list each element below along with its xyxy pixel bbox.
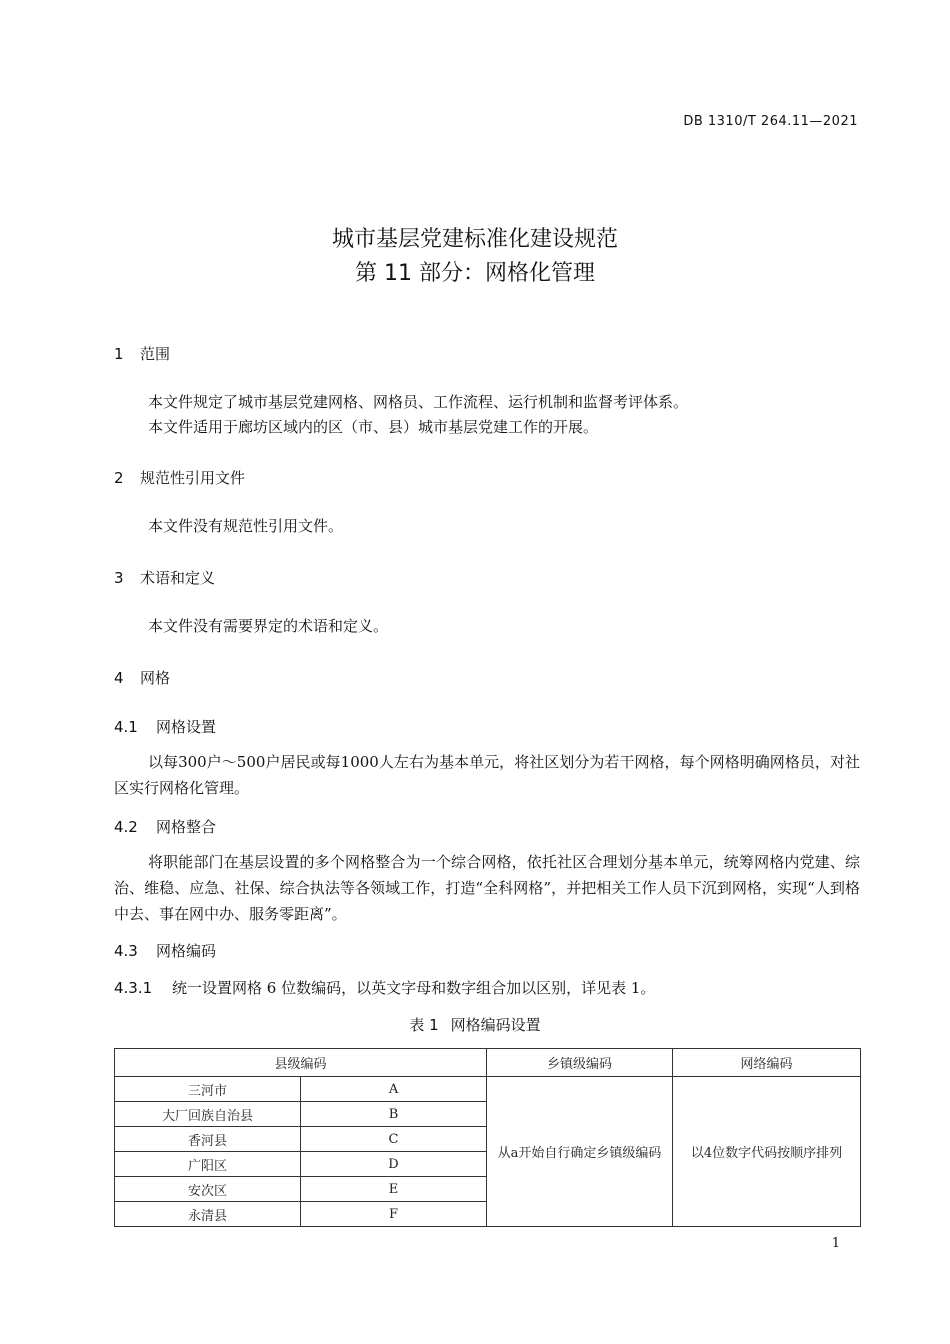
header-county-code: 县级编码	[115, 1049, 487, 1077]
section-3-heading	[114, 567, 215, 588]
section-title: 术语和定义	[140, 569, 216, 587]
section-number: 4.2	[114, 818, 138, 836]
section-title: 网格编码	[156, 942, 217, 960]
grid-code-table	[114, 1048, 861, 1227]
section-title: 网格整合	[156, 818, 217, 836]
section-4-heading	[114, 667, 170, 688]
table-caption-title: 网格编码设置	[450, 1016, 541, 1034]
clause-number: 4.3.1	[114, 979, 153, 997]
section-title: 网格	[140, 669, 171, 687]
document-subtitle: 第 11 部分：网格化管理	[355, 261, 595, 286]
county-name-cell: 广阳区	[115, 1152, 301, 1177]
header-town-code: 乡镇级编码	[487, 1049, 673, 1077]
header-grid-code: 网络编码	[673, 1049, 861, 1077]
county-name-cell: 大厂回族自治县	[115, 1102, 301, 1127]
section-title: 范围	[140, 345, 171, 363]
section-2-paragraph-1: 本文件没有规范性引用文件。	[148, 517, 344, 535]
county-code-cell: D	[301, 1152, 487, 1177]
county-code-cell: F	[301, 1202, 487, 1227]
section-number: 3	[114, 569, 124, 587]
section-4-2-heading	[114, 816, 216, 837]
county-code-cell: A	[301, 1077, 487, 1102]
section-4-3-1-clause	[114, 976, 655, 1001]
section-number: 2	[114, 469, 124, 487]
county-code-cell: C	[301, 1127, 487, 1152]
section-3-paragraph-1: 本文件没有需要界定的术语和定义。	[148, 617, 389, 635]
section-number: 4	[114, 669, 124, 687]
section-1-paragraph-1: 本文件规定了城市基层党建网格、网格员、工作流程、运行机制和监督考评体系。	[148, 393, 689, 411]
county-name-cell: 永清县	[115, 1202, 301, 1227]
town-rule-cell: 从a开始自行确定乡镇级编码	[487, 1077, 673, 1227]
table-caption-label: 表 1	[409, 1016, 439, 1034]
section-number: 4.3	[114, 942, 138, 960]
section-1-heading	[114, 343, 170, 364]
county-name-cell: 三河市	[115, 1077, 301, 1102]
section-4-2-paragraph: 将职能部门在基层设置的多个网格整合为一个综合网格，依托社区合理划分基本单元，统筹网格内党建、综治、维稳、应急、社保、综合执法等各领域工作，打造“全科网格”，并把相关工作人员下沉到网格，实现“人到格中去、事在网中办、服务零距离”。	[114, 853, 860, 923]
section-4-1-paragraph: 以每300户～500户居民或每1000人左右为基本单元，将社区划分为若干网格，每个网格明确网格员，对社区实行网格化管理。	[114, 753, 860, 797]
section-2-heading	[114, 467, 245, 488]
county-name-cell: 安次区	[115, 1177, 301, 1202]
county-code-cell: B	[301, 1102, 487, 1127]
document-title: 城市基层党建标准化建设规范	[331, 227, 618, 252]
county-name-cell: 香河县	[115, 1127, 301, 1152]
clause-text: 统一设置网格 6 位数编码，以英文字母和数字组合加以区别，详见表 1。	[172, 979, 656, 997]
table-row	[115, 1077, 861, 1102]
county-code-cell: E	[301, 1177, 487, 1202]
section-title: 网格设置	[156, 718, 217, 736]
section-1-paragraph-2: 本文件适用于廊坊区域内的区（市、县）城市基层党建工作的开展。	[148, 418, 599, 436]
table-caption	[0, 1014, 950, 1035]
section-title: 规范性引用文件	[140, 469, 246, 487]
grid-rule-cell: 以4位数字代码按顺序排列	[673, 1077, 861, 1227]
document-code: DB 1310/T 264.11—2021	[683, 114, 858, 129]
section-4-3-heading	[114, 940, 216, 961]
section-number: 1	[114, 345, 124, 363]
table-header-row	[115, 1049, 861, 1077]
section-4-1-heading	[114, 716, 216, 737]
page-number: 1	[831, 1236, 840, 1251]
section-number: 4.1	[114, 718, 138, 736]
